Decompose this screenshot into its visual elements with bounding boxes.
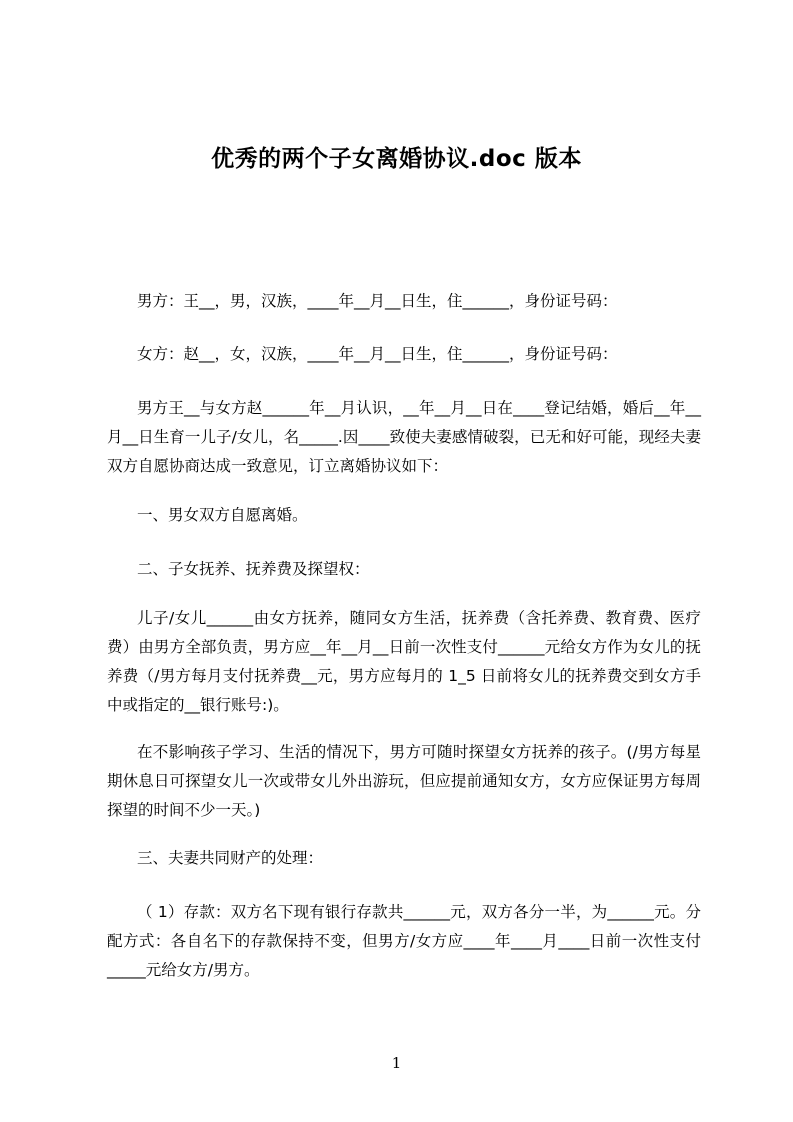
paragraph-male-party: 男方：王__，男，汉族，____年__月__日生，住______，身份证号码：: [137, 292, 618, 310]
clause-3-heading: 三、夫妻共同财产的处理：: [137, 849, 324, 867]
page-number: 1: [391, 1054, 402, 1072]
paragraph-background: 男方王__与女方赵______年__月认识，__年__月__日在____登记结婚，婚后__年__月__日生育一儿子/女儿，名_____.因____致使夫妻感情破裂，已无和好可能，现经夫妻双方自愿协商达成一致意见，订立离婚协议如下：: [107, 399, 701, 475]
document-title: 优秀的两个子女离婚协议.doc 版本: [211, 146, 582, 172]
clause-1-heading: 一、男女双方自愿离婚。: [137, 506, 308, 524]
paragraph-savings: （ 1）存款：双方名下现有银行存款共______元，双方各分一半，为______元。分配方式：各自名下的存款保持不变，但男方/女方应____年____月____日前一次性支付_____元给女方/男方。: [107, 903, 701, 979]
paragraph-female-party: 女方：赵__，女，汉族，____年__月__日生，住______，身份证号码：: [137, 345, 618, 363]
paragraph-visitation: 在不影响孩子学习、生活的情况下，男方可随时探望女方抚养的孩子。(/男方每星期休息日可探望女儿一次或带女儿外出游玩，但应提前通知女方，女方应保证男方每周探望的时间不少一天。): [107, 743, 701, 819]
paragraph-child-support: 儿子/女儿______由女方抚养，随同女方生活，抚养费（含托养费、教育费、医疗费）由男方全部负责，男方应__年__月__日前一次性支付______元给女方作为女儿的抚养费（/男方每月支付抚养费__元，男方应每月的 1_5 日前将女儿的抚养费交到女方手中或指定的__银行账号:)。: [107, 609, 701, 714]
clause-2-heading: 二、子女抚养、抚养费及探望权：: [137, 560, 370, 578]
